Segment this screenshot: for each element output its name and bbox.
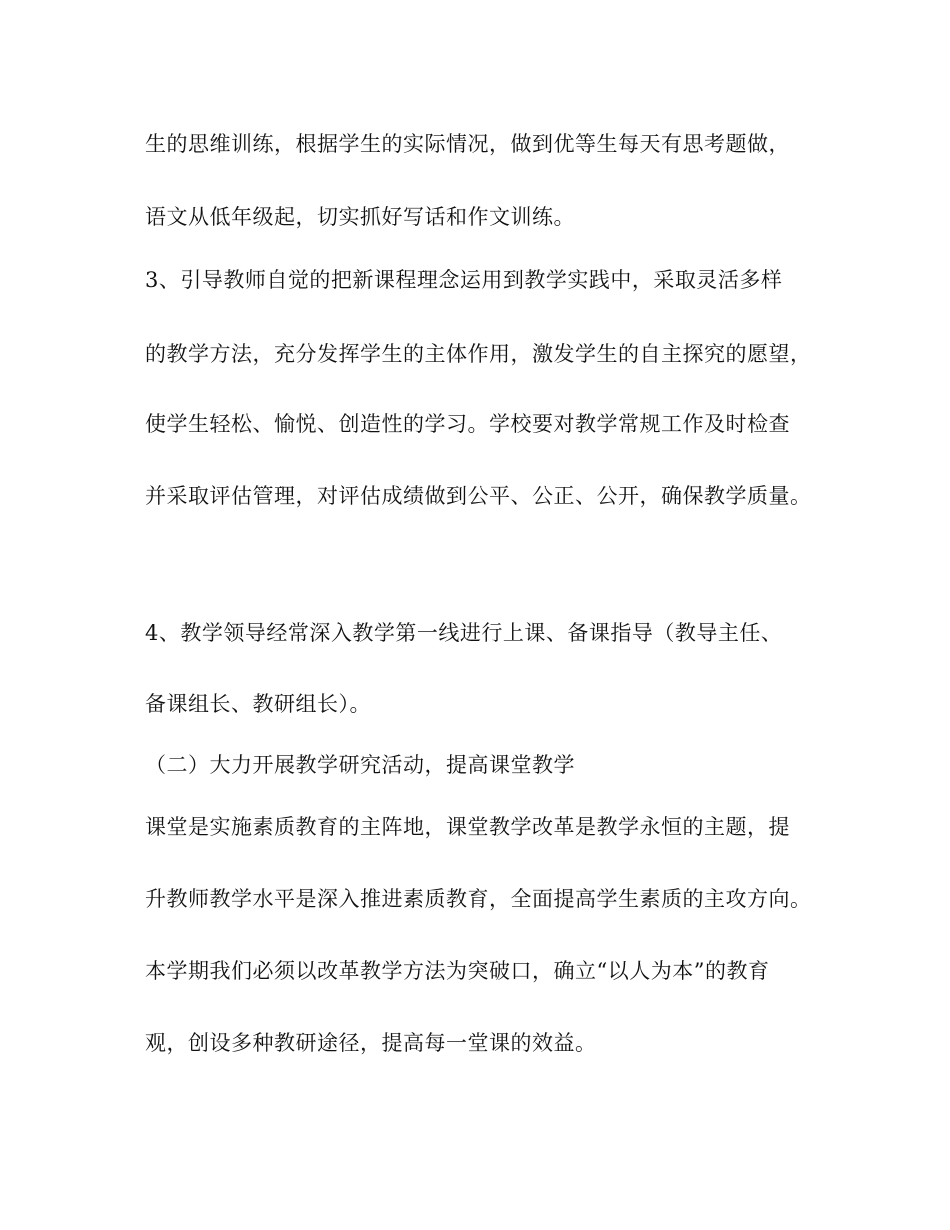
paragraph-line: 3、引导教师自觉的把新课程理念运用到教学实践中，采取灵活多样 [145,268,783,292]
paragraph-line: 课堂是实施素质教育的主阵地，课堂教学改革是教学永恒的主题，提 [145,815,790,839]
paragraph-line: 并采取评估管理，对评估成绩做到公平、公正、公开，确保教学质量。 [145,484,812,508]
paragraph-line: 使学生轻松、愉悦、创造性的学习。学校要对教学常规工作及时检查 [145,412,790,436]
paragraph-line: 生的思维训练，根据学生的实际情况，做到优等生每天有思考题做， [145,132,790,156]
paragraph-line: 本学期我们必须以改革教学方法为突破口，确立“以人为本”的教育 [145,959,770,983]
paragraph-line: 升教师教学水平是深入推进素质教育，全面提高学生素质的主攻方向。 [145,887,812,911]
paragraph-line: 的教学方法，充分发挥学生的主体作用，激发学生的自主探究的愿望， [145,342,812,366]
paragraph-line: 观，创设多种教研途径，提高每一堂课的效益。 [145,1031,597,1055]
paragraph-line: 4、教学领导经常深入教学第一线进行上课、备课指导（教导主任、 [145,621,783,645]
section-heading: （二）大力开展教学研究活动，提高课堂教学 [145,753,575,777]
paragraph-line: 备课组长、教研组长）。 [145,692,371,716]
paragraph-line: 语文从低年级起，切实抓好写话和作文训练。 [145,205,575,229]
